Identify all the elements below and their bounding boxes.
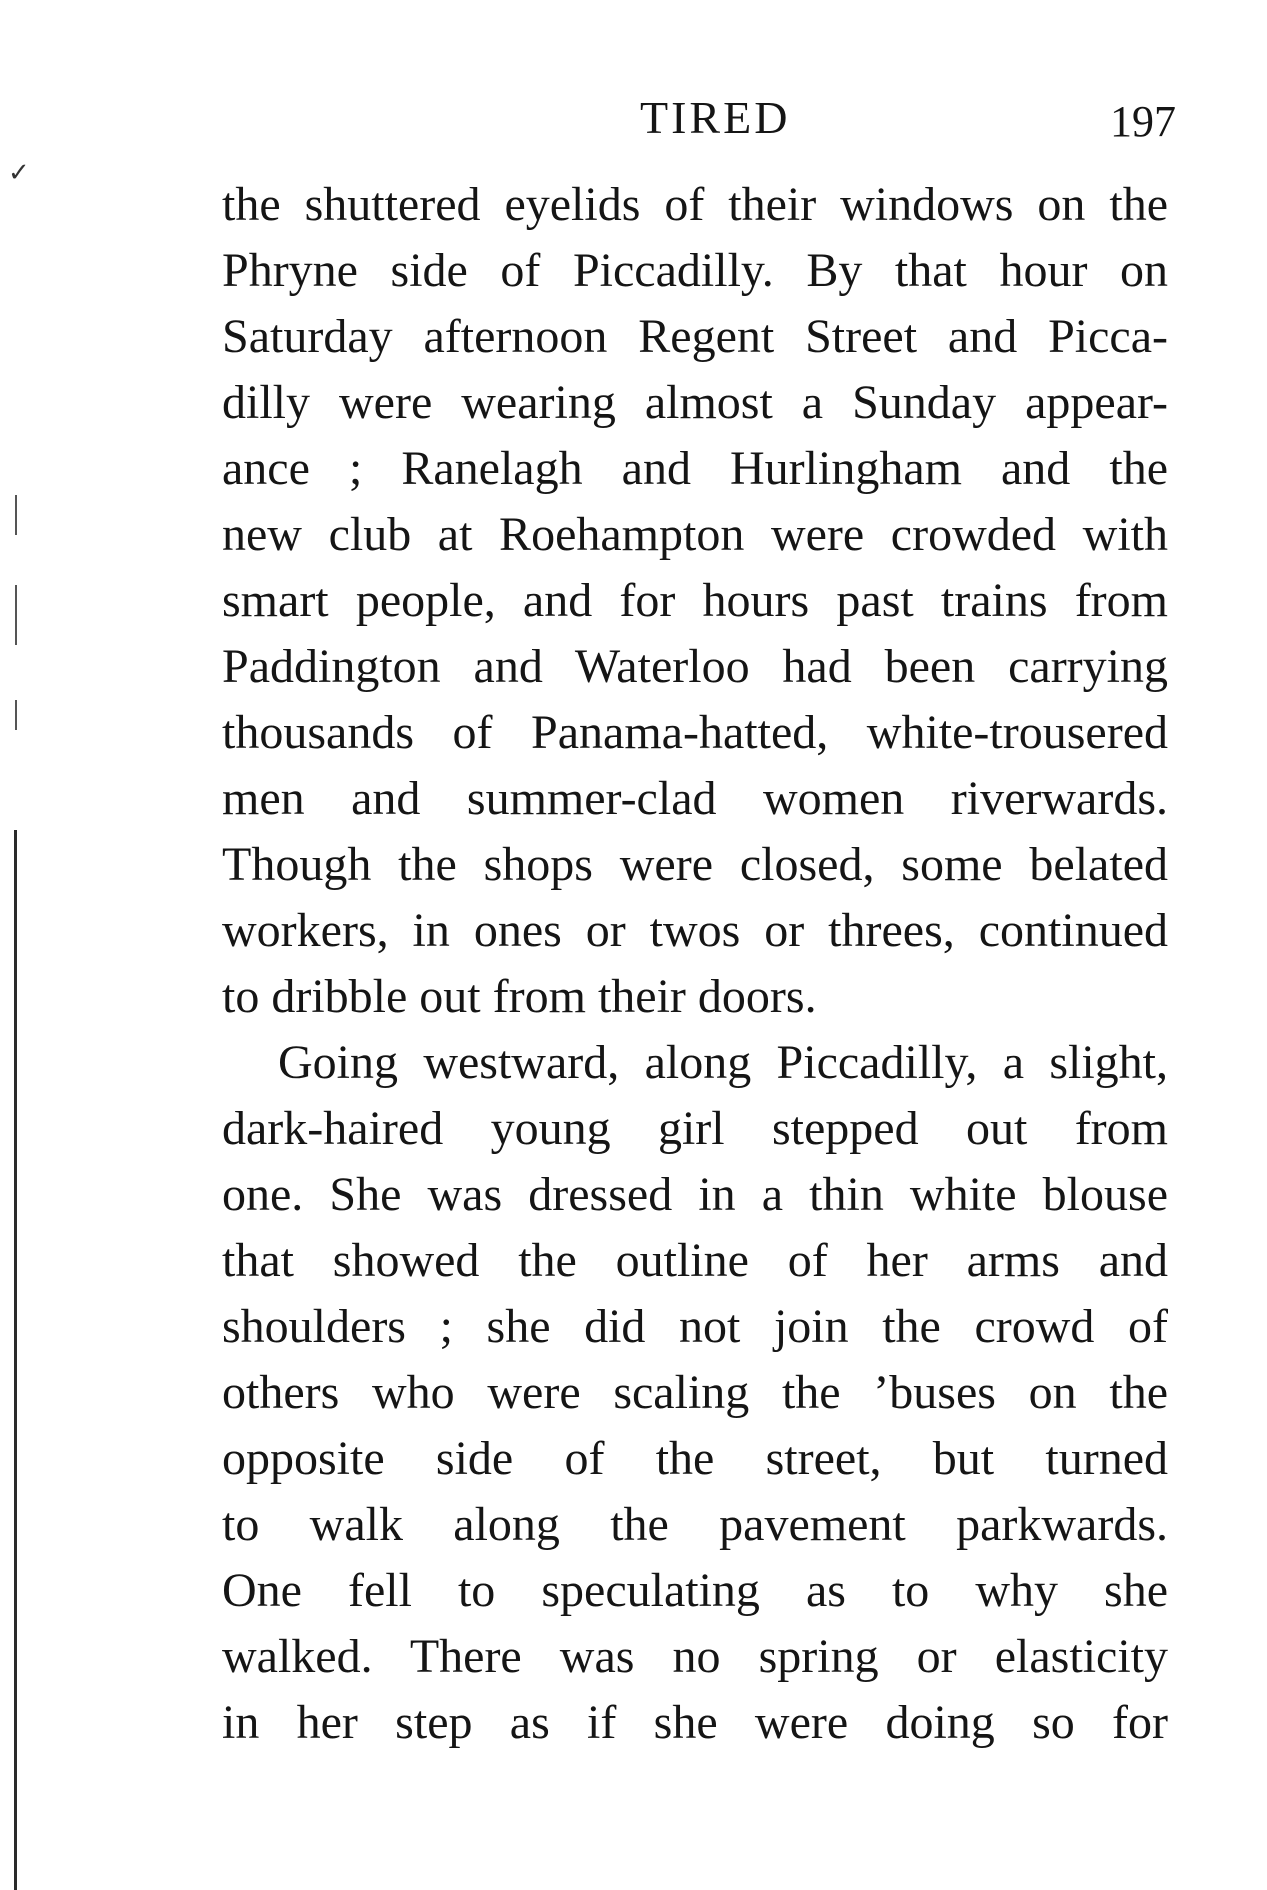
page-number: 197 (1110, 97, 1176, 146)
text-line: Though the shops were closed, some belated (222, 838, 1168, 891)
binding-speck (15, 495, 17, 535)
text-line: Going westward, along Piccadilly, a slight, (278, 1036, 1168, 1089)
running-head (0, 88, 1267, 148)
text-line: workers, in ones or twos or threes, continued (222, 904, 1168, 957)
paragraph (222, 1030, 1168, 1756)
text-line: dilly were wearing almost a Sunday appear- (222, 376, 1168, 429)
text-line: Phryne side of Piccadilly. By that hour on (222, 244, 1168, 297)
text-line: smart people, and for hours past trains from (222, 574, 1168, 627)
text-line: dark-haired young girl stepped out from (222, 1102, 1168, 1155)
text-line: walked. There was no spring or elasticity (222, 1630, 1168, 1683)
text-line: opposite side of the street, but turned (222, 1432, 1168, 1485)
text-line: men and summer-clad women riverwards. (222, 772, 1168, 825)
text-line: in her step as if she were doing so for (222, 1696, 1168, 1749)
text-line: to walk along the pavement parkwards. (222, 1498, 1168, 1551)
text-line: one. She was dressed in a thin white blouse (222, 1168, 1168, 1221)
text-line: thousands of Panama-hatted, white-trousered (222, 706, 1168, 759)
text-line: the shuttered eyelids of their windows on the (222, 178, 1168, 231)
binding-speck (15, 700, 17, 730)
text-line: Saturday afternoon Regent Street and Picca- (222, 310, 1168, 363)
binding-speck (15, 585, 17, 645)
text-line: that showed the outline of her arms and (222, 1234, 1168, 1287)
body-text (222, 172, 1168, 1756)
margin-mark: ✓ (8, 158, 30, 187)
text-line: Paddington and Waterloo had been carrying (222, 640, 1168, 693)
page-binding-edge (14, 830, 17, 1890)
text-line: new club at Roehampton were crowded with (222, 508, 1168, 561)
paragraph (222, 172, 1168, 1030)
text-line: shoulders ; she did not join the crowd of (222, 1300, 1168, 1353)
text-line: One fell to speculating as to why she (222, 1564, 1168, 1617)
running-head-title: TIRED (640, 92, 791, 143)
text-line: ance ; Ranelagh and Hurlingham and the (222, 442, 1168, 495)
text-line: others who were scaling the ’buses on the (222, 1366, 1168, 1419)
text-line: to dribble out from their doors. (222, 970, 817, 1023)
